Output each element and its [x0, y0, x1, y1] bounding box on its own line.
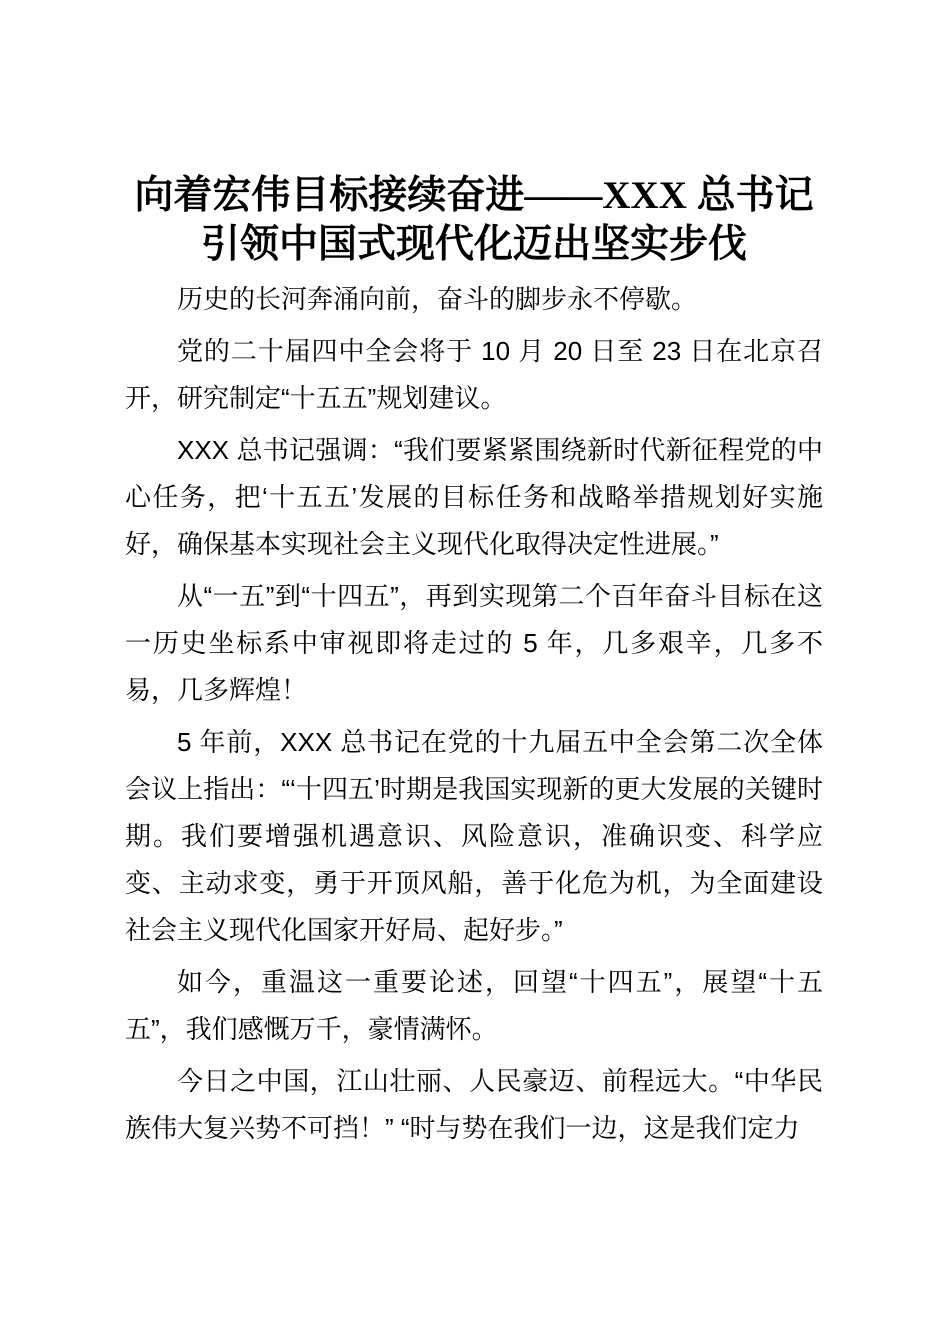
paragraph-1: 历史的长河奔涌向前，奋斗的脚步永不停歇。 — [177, 284, 698, 314]
document-title — [125, 171, 823, 269]
paragraph-5: 5 年前，XXX 总书记在党的十九届五中全会第二次全体会议上指出：“‘十四五’时期是我国实现新的更大发展的关键时期。我们要增强机遇意识、风险意识，准确识变、科学应变、主动求变，勇于开顶风船，善于化危为机，为全面建设社会主义现代化国家开好局、起好步。” — [125, 727, 823, 945]
document-body — [125, 276, 823, 1152]
paragraph-7: 今日之中国，江山壮丽、人民豪迈、前程远大。“中华民族伟大复兴势不可挡！” “时与势在我们一边，这是我们定力 — [125, 1066, 823, 1143]
title-line-1: 向着宏伟目标接续奋进——XXX 总书记 — [134, 174, 814, 217]
title-line-2: 引领中国式现代化迈出坚实步伐 — [200, 223, 747, 266]
paragraph-4: 从“一五”到“十四五”，再到实现第二个百年奋斗目标在这一历史坐标系中审视即将走过的 5 年，几多艰辛，几多不易，几多辉煌！ — [125, 581, 823, 705]
paragraph-6: 如今，重温这一重要论述，回望“十四五”，展望“十五五”，我们感慨万千，豪情满怀。 — [125, 967, 823, 1044]
paragraph-3: XXX 总书记强调：“我们要紧紧围绕新时代新征程党的中心任务，把‘十五五’发展的目标任务和战略举措规划好实施好，确保基本实现社会主义现代化取得决定性进展。” — [125, 435, 823, 559]
paragraph-2: 党的二十届四中全会将于 10 月 20 日至 23 日在北京召开，研究制定“十五五”规划建议。 — [125, 336, 823, 413]
